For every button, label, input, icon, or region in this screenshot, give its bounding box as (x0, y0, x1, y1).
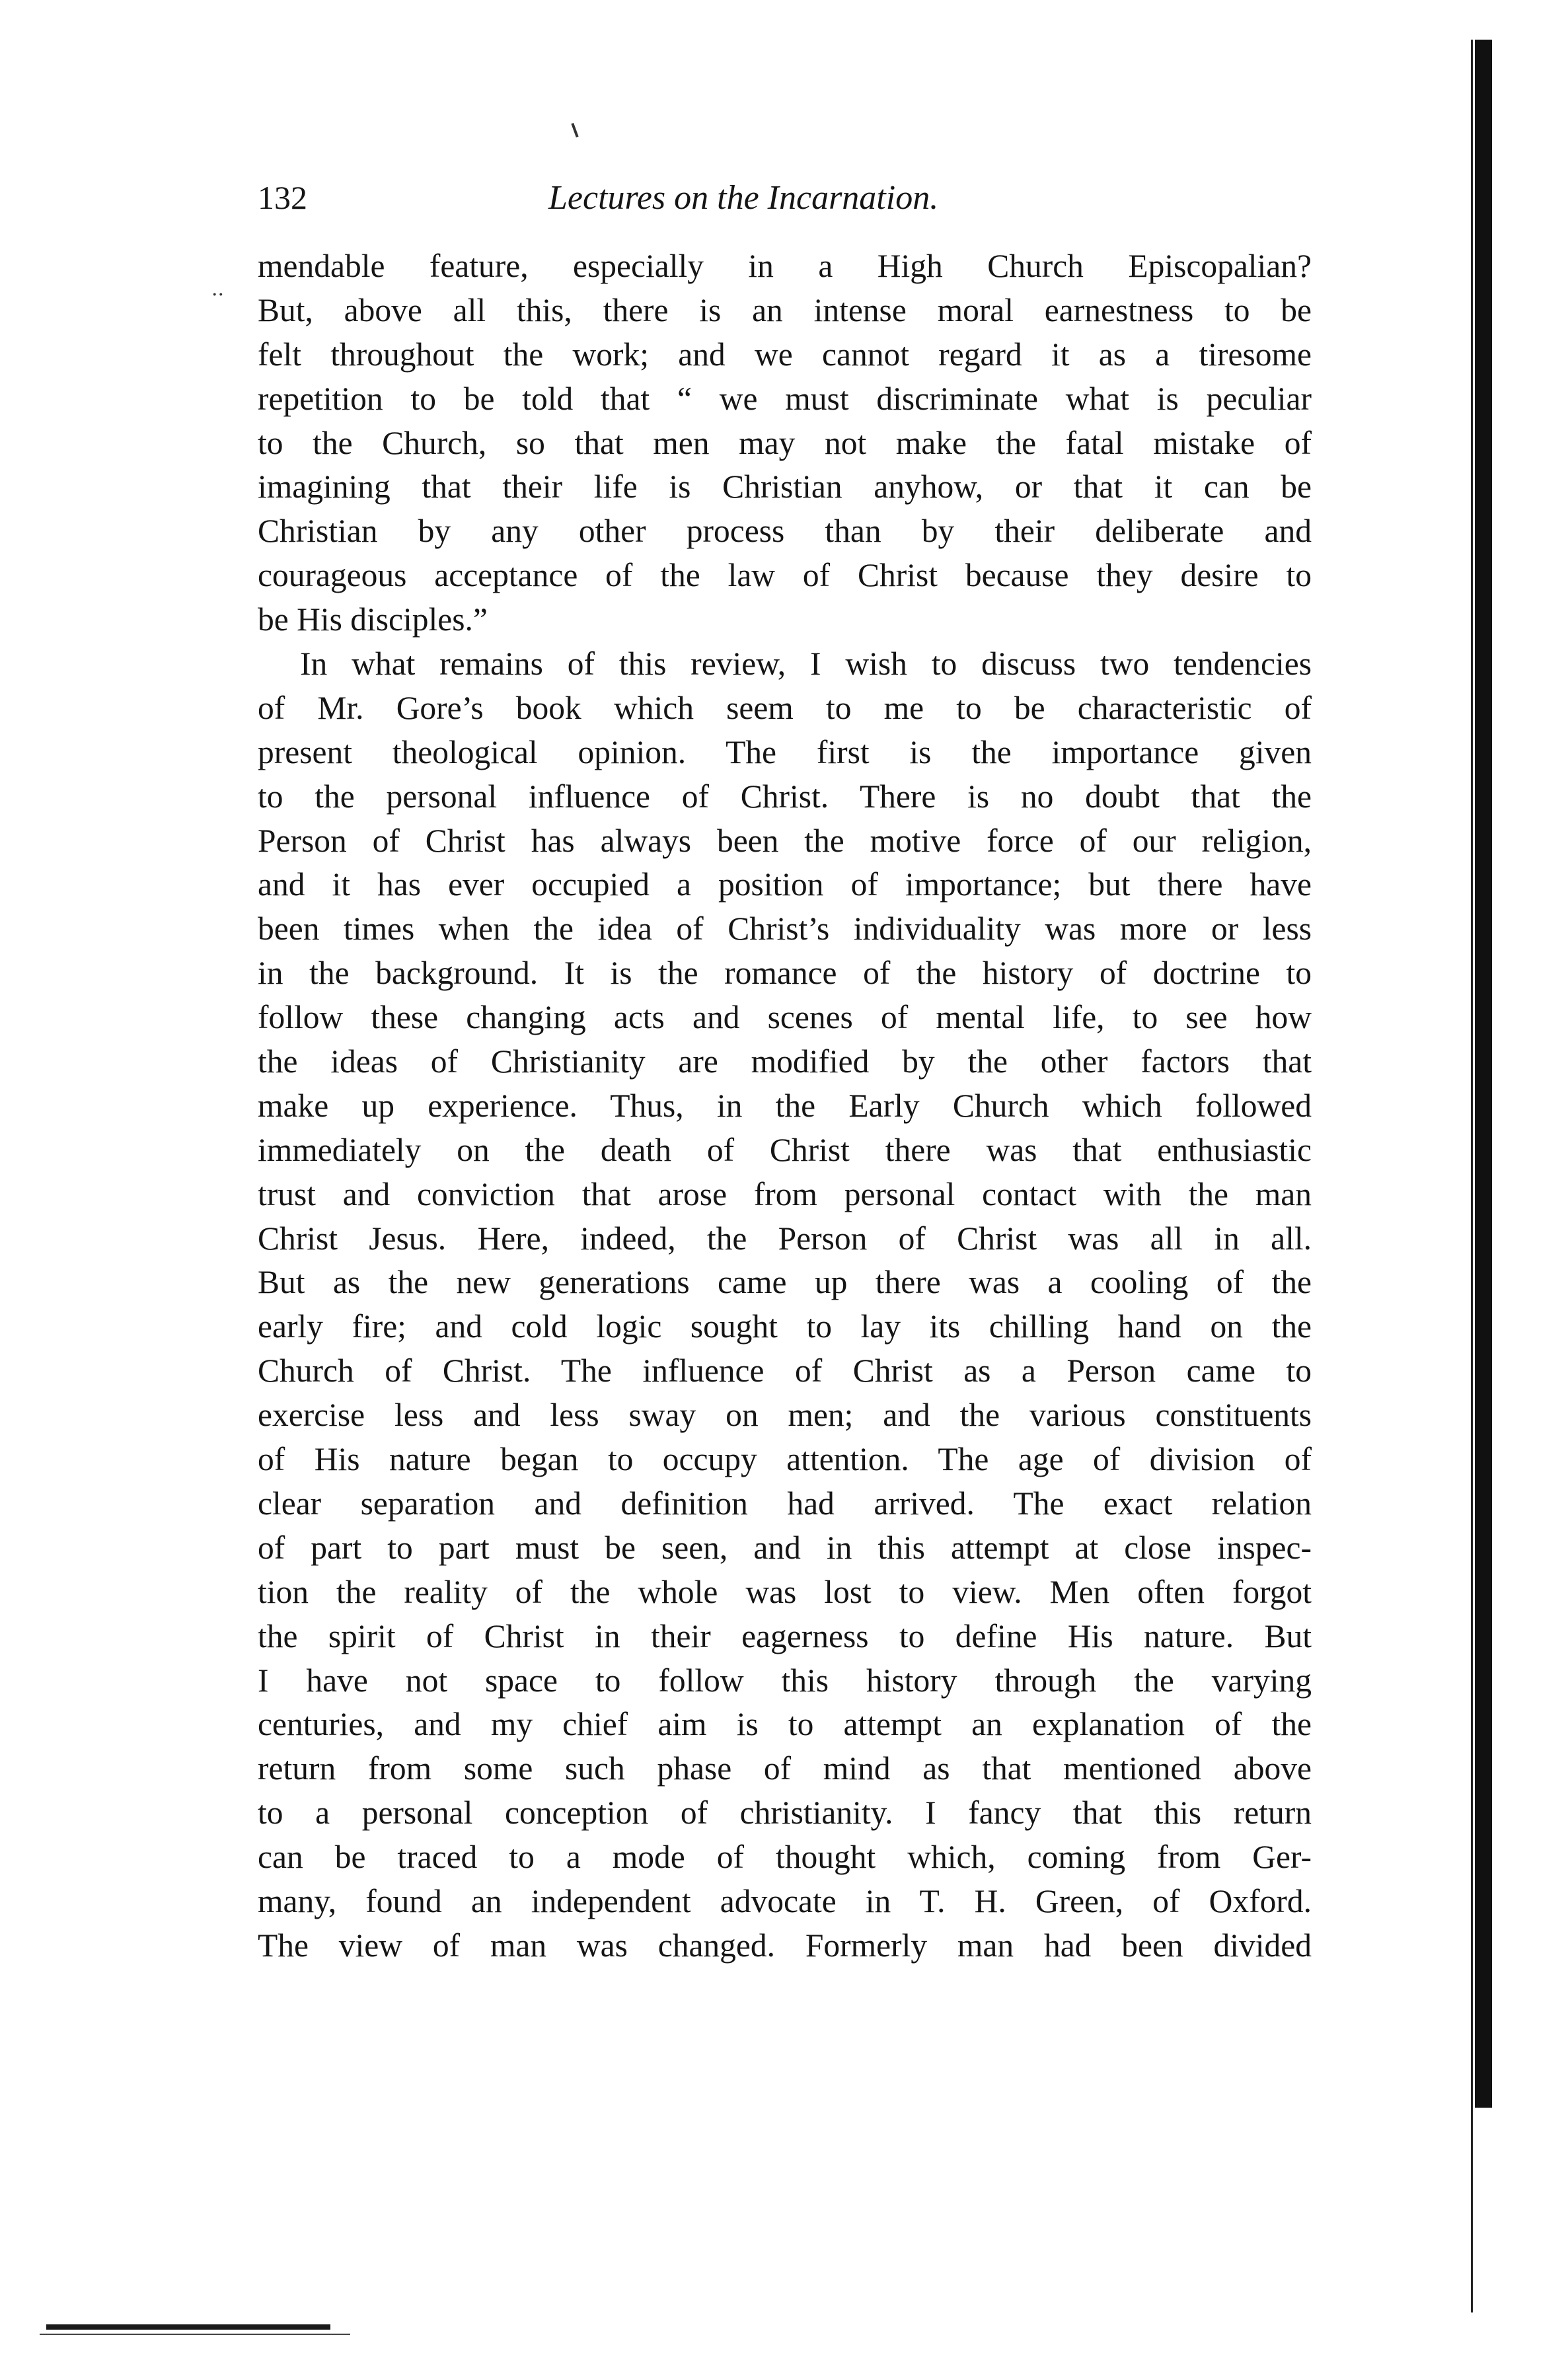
text-line: Christian by any other process than by their deliberate and (258, 513, 1312, 550)
page-number: 132 (258, 179, 307, 216)
text-line: present theological opinion. The first is the importance given (258, 733, 1312, 770)
text-line: make up experience. Thus, in the Early Church which followed (258, 1087, 1312, 1124)
text-line: the ideas of Christianity are modified by the other factors that (258, 1043, 1312, 1080)
text-line: I have not space to follow this history through the varying (258, 1662, 1312, 1699)
text-line: to a personal conception of christianity. I fancy that this return (258, 1794, 1312, 1831)
text-line: in the background. It is the romance of the history of doctrine to (258, 955, 1312, 992)
bottom-rule-thin (40, 2334, 350, 2335)
text-line: tion the reality of the whole was lost to view. Men often forgot (258, 1573, 1312, 1610)
text-line: But, above all this, there is an intense moral earnestness to be (258, 291, 1312, 328)
text-line: Church of Christ. The influence of Christ as a Person came to (258, 1352, 1312, 1389)
running-title: Lectures on the Incarnation. (548, 179, 939, 217)
margin-mark: .. (211, 277, 225, 301)
text-line: the spirit of Christ in their eagerness to define His nature. But (258, 1617, 1312, 1654)
text-line: of His nature began to occupy attention. The age of division of (258, 1441, 1312, 1478)
text-line: Person of Christ has always been the motive force of our religion, (258, 822, 1312, 859)
text-line: imagining that their life is Christian anyhow, or that it can be (258, 468, 1312, 505)
scan-speck (571, 123, 578, 137)
text-line: But as the new generations came up there was a cooling of the (258, 1264, 1312, 1301)
text-line: Christ Jesus. Here, indeed, the Person of Christ was all in all. (258, 1220, 1312, 1257)
body-text (258, 244, 1312, 1968)
text-line: mendable feature, especially in a High Church Episcopalian? (258, 248, 1312, 284)
text-line: return from some such phase of mind as that mentioned above (258, 1750, 1312, 1787)
text-line: to the Church, so that men may not make the fatal mistake of (258, 424, 1312, 461)
text-line: felt throughout the work; and we cannot regard it as a tiresome (258, 336, 1312, 373)
text-line: follow these changing acts and scenes of mental life, to see how (258, 999, 1312, 1036)
text-line: of Mr. Gore’s book which seem to me to be characteristic of (258, 689, 1312, 726)
text-line: to the personal influence of Christ. There is no doubt that the (258, 778, 1312, 815)
text-line: exercise less and less sway on men; and the various constituents (258, 1397, 1312, 1434)
text-line: and it has ever occupied a position of importance; but there have (258, 866, 1312, 903)
page-header (258, 178, 1315, 225)
text-line: be His disciples.” (258, 601, 488, 638)
text-line: trust and conviction that arose from personal contact with the man (258, 1175, 1312, 1212)
text-line: many, found an independent advocate in T. H. Green, of Oxford. (258, 1882, 1312, 1919)
text-line: been times when the idea of Christ’s individuality was more or less (258, 910, 1312, 947)
text-line: can be traced to a mode of thought which, coming from Ger- (258, 1839, 1312, 1876)
page-edge-shadow (1475, 40, 1492, 2108)
page-edge-line (1471, 40, 1473, 2312)
text-line: early fire; and cold logic sought to lay its chilling hand on the (258, 1308, 1312, 1345)
text-line: immediately on the death of Christ there was that enthusiastic (258, 1131, 1312, 1168)
text-line: centuries, and my chief aim is to attempt an explanation of the (258, 1706, 1312, 1743)
bottom-rule (46, 2324, 330, 2330)
text-line: The view of man was changed. Formerly man had been divided (258, 1927, 1312, 1964)
paragraph-start-line: In what remains of this review, I wish to discuss two tendencies (300, 646, 1312, 683)
text-line: clear separation and definition had arrived. The exact relation (258, 1485, 1312, 1522)
text-line: of part to part must be seen, and in this attempt at close inspec- (258, 1529, 1312, 1566)
text-line: courageous acceptance of the law of Christ because they desire to (258, 557, 1312, 594)
text-line: repetition to be told that “ we must discriminate what is peculiar (258, 380, 1312, 417)
